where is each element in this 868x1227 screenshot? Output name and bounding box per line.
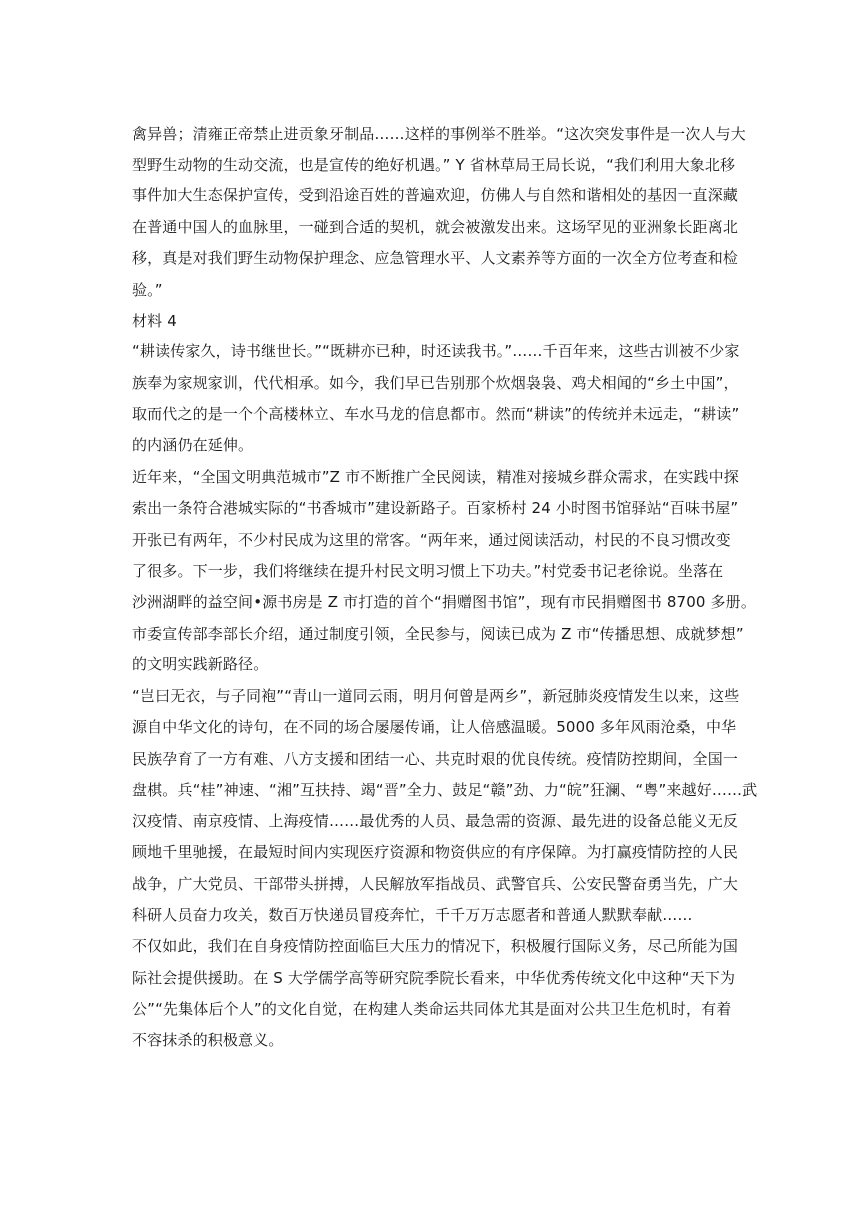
text-line: 顾地千里驰援，在最短时间内实现医疗资源和物资供应的有序保障。为打赢疫情防控的人民: [132, 843, 739, 861]
text-line: 开张已有两年，不少村民成为这里的常客。“两年来，通过阅读活动，村民的不良习惯改变: [132, 531, 731, 549]
text-line: 民族孕育了一方有难、八方支援和团结一心、共克时艰的优良传统。疫情防控期间，全国一: [132, 750, 739, 768]
text-line: 的内涵仍在延伸。: [132, 436, 254, 454]
text-line: 不容抹杀的积极意义。: [132, 1031, 284, 1049]
text-line: 近年来，“全国文明典范城市”Z 市不断推广全民阅读，精准对接城乡群众需求，在实践中探: [132, 468, 739, 486]
text-line: 源自中华文化的诗句，在不同的场合屡屡传诵，让人倍感温暖。5000 多年风雨沧桑，中华: [132, 718, 737, 736]
text-line: 验。”: [132, 281, 163, 299]
text-line: 族奉为家规家训，代代相承。如今，我们早已告别那个炊烟袅袅、鸡犬相闻的“乡土中国”，: [132, 374, 739, 392]
text-line: “岂曰无衣，与子同袍”“青山一道同云雨，明月何曾是两乡”，新冠肺炎疫情发生以来，这些: [132, 687, 740, 705]
text-line: 禽异兽；清雍正帝禁止进贡象牙制品……这样的事例举不胜举。“这次突发事件是一次人与大: [132, 125, 746, 143]
text-line: “耕读传家久，诗书继世长。”“既耕亦已种，时还读我书。”……千百年来，这些古训被不少家: [132, 342, 740, 360]
text-line: 移，真是对我们野生动物保护理念、应急管理水平、人文素养等方面的一次全方位考查和检: [132, 249, 739, 267]
text-line: 不仅如此，我们在自身疫情防控面临巨大压力的情况下，积极履行国际义务，尽己所能为国: [132, 937, 739, 955]
text-line: 取而代之的是一个个高楼林立、车水马龙的信息都市。然而“耕读”的传统并未远走，“耕读”: [132, 405, 740, 423]
text-line: 索出一条符合港城实际的“书香城市”建设新路子。百家桥村 24 小时图书馆驿站“百味书屋”: [132, 499, 739, 517]
text-line: 市委宣传部李部长介绍，通过制度引领，全民参与，阅读已成为 Z 市“传播思想、成就梦想”: [132, 625, 744, 643]
text-line: 了很多。下一步，我们将继续在提升村民文明习惯上下功夫。”村党委书记老徐说。坐落在: [132, 562, 724, 580]
text-line: 在普通中国人的血脉里，一碰到合适的契机，就会被激发出来。这场罕见的亚洲象长距离北: [132, 218, 739, 236]
text-line: 战争，广大党员、干部带头拼搏，人民解放军指战员、武警官兵、公安民警奋勇当先，广大: [132, 875, 739, 893]
text-line: 际社会提供援助。在 S 大学儒学高等研究院季院长看来，中华优秀传统文化中这种“天下为: [132, 969, 736, 987]
text-line: 科研人员奋力攻关，数百万快递员冒疫奔忙，千千万万志愿者和普通人默默奉献……: [132, 906, 693, 924]
text-line: 事件加大生态保护宣传，受到沿途百姓的普遍欢迎，仿佛人与自然和谐相处的基因一直深藏: [132, 186, 739, 204]
text-line: 沙洲湖畔的益空间•源书房是 Z 市打造的首个“捐赠图书馆”，现有市民捐赠图书 8700 多册。: [132, 593, 756, 611]
text-line: 汉疫情、南京疫情、上海疫情……最优秀的人员、最急需的资源、最先进的设备总能义无反: [132, 812, 739, 830]
text-line: 型野生动物的生动交流，也是宣传的绝好机遇。” Y 省林草局王局长说，“我们利用大象北移: [132, 156, 736, 174]
text-line: 公”“先集体后个人”的文化自觉，在构建人类命运共同体尤其是面对公共卫生危机时，有着: [132, 1000, 732, 1018]
section-heading: 材料 4: [132, 312, 177, 330]
text-line: 的文明实践新路径。: [132, 655, 269, 673]
text-line: 盘棋。兵“桂”神速、“湘”互扶持、竭“晋”全力、鼓足“赣”劲、力“皖”狂澜、“粤”来越好……武: [132, 781, 758, 799]
